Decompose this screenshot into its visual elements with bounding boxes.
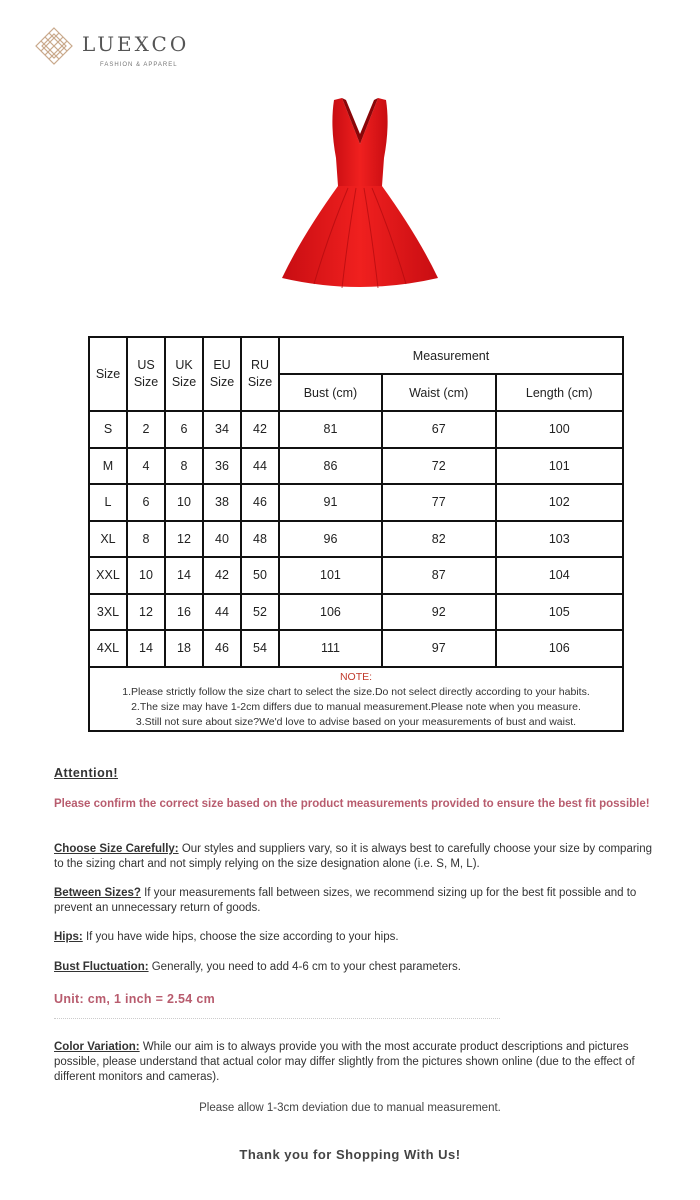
- cell-size: XXL: [89, 557, 127, 594]
- cell-waist: 97: [382, 630, 496, 667]
- cell-us: 12: [127, 594, 165, 631]
- cell-bust: 91: [279, 484, 382, 521]
- note-line-3: 3.Still not sure about size?We'd love to advise based on your measurements of bust and waist.: [135, 715, 577, 728]
- cell-us: 14: [127, 630, 165, 667]
- brand-name: LUEXCO: [82, 32, 190, 56]
- cell-eu: 36: [203, 448, 241, 485]
- color-variation-label: Color Variation:: [54, 1041, 140, 1053]
- hips-label: Hips:: [54, 931, 83, 943]
- unit-note: Unit: cm, 1 inch = 2.54 cm: [54, 992, 215, 1006]
- cell-length: 106: [496, 630, 624, 667]
- color-variation-text: While our aim is to always provide you with the most accurate product descriptions and pictures possible, please understand that actual color may differ slightly from the pictures shown online (due to the effect of different monitors and cameras).: [54, 1041, 635, 1083]
- cell-length: 101: [496, 448, 624, 485]
- header-bust: Bust (cm): [279, 374, 382, 411]
- size-chart-table: [88, 336, 624, 732]
- table-row: [89, 484, 623, 521]
- cell-ru: 50: [241, 557, 279, 594]
- cell-length: 103: [496, 521, 624, 558]
- brand-tagline: FASHION & APPAREL: [100, 62, 178, 68]
- confirm-notice: Please confirm the correct size based on the product measurements provided to ensure the best fit possible!: [54, 798, 650, 810]
- cell-ru: 54: [241, 630, 279, 667]
- cell-us: 6: [127, 484, 165, 521]
- table-row: [89, 521, 623, 558]
- header-uk-size: UK Size: [165, 337, 203, 411]
- brand-logo[interactable]: [32, 26, 192, 74]
- cell-size: S: [89, 411, 127, 448]
- attention-heading: Attention!: [54, 766, 119, 780]
- cell-ru: 52: [241, 594, 279, 631]
- bust-fluctuation-text: Generally, you need to add 4-6 cm to your chest parameters.: [148, 961, 461, 973]
- cell-bust: 81: [279, 411, 382, 448]
- note-line-2: 2.The size may have 1-2cm differs due to manual measurement.Please note when you measure.: [131, 700, 581, 713]
- cell-uk: 6: [165, 411, 203, 448]
- cell-eu: 40: [203, 521, 241, 558]
- table-row: [89, 594, 623, 631]
- header-length: Length (cm): [496, 374, 624, 411]
- table-row: [89, 411, 623, 448]
- cell-length: 104: [496, 557, 624, 594]
- cell-uk: 14: [165, 557, 203, 594]
- cell-ru: 42: [241, 411, 279, 448]
- note-cell: [89, 667, 623, 731]
- cell-bust: 86: [279, 448, 382, 485]
- cell-waist: 82: [382, 521, 496, 558]
- cell-length: 102: [496, 484, 624, 521]
- cell-waist: 77: [382, 484, 496, 521]
- thank-you-message: Thank you for Shopping With Us!: [239, 1147, 461, 1162]
- cell-waist: 92: [382, 594, 496, 631]
- cell-waist: 72: [382, 448, 496, 485]
- cell-eu: 46: [203, 630, 241, 667]
- header-us-size: US Size: [127, 337, 165, 411]
- cell-uk: 8: [165, 448, 203, 485]
- cell-size: 4XL: [89, 630, 127, 667]
- cell-us: 8: [127, 521, 165, 558]
- choose-size-label: Choose Size Carefully:: [54, 843, 179, 855]
- between-sizes-paragraph: [54, 886, 664, 916]
- cell-ru: 46: [241, 484, 279, 521]
- table-row: [89, 630, 623, 667]
- table-row: [89, 557, 623, 594]
- cell-waist: 87: [382, 557, 496, 594]
- between-sizes-text: If your measurements fall between sizes, we recommend sizing up for the best fit possible and to prevent an unnecessary return of goods.: [54, 887, 637, 914]
- cell-bust: 101: [279, 557, 382, 594]
- cell-size: 3XL: [89, 594, 127, 631]
- cell-us: 4: [127, 448, 165, 485]
- bust-fluctuation-label: Bust Fluctuation:: [54, 961, 149, 973]
- hips-text: If you have wide hips, choose the size according to your hips.: [82, 931, 399, 943]
- cell-ru: 48: [241, 521, 279, 558]
- cell-ru: 44: [241, 448, 279, 485]
- header-ru-size: RU Size: [241, 337, 279, 411]
- cell-eu: 38: [203, 484, 241, 521]
- cell-eu: 34: [203, 411, 241, 448]
- cell-bust: 111: [279, 630, 382, 667]
- cell-waist: 67: [382, 411, 496, 448]
- note-line-1: 1.Please strictly follow the size chart to select the size.Do not select directly according to your habits.: [122, 685, 590, 698]
- cell-bust: 96: [279, 521, 382, 558]
- cell-uk: 18: [165, 630, 203, 667]
- header-size: Size: [89, 337, 127, 411]
- cell-eu: 42: [203, 557, 241, 594]
- header-eu-size: EU Size: [203, 337, 241, 411]
- bust-fluctuation-paragraph: [54, 960, 664, 975]
- hips-paragraph: [54, 930, 664, 945]
- choose-size-paragraph: [54, 842, 664, 872]
- header-waist: Waist (cm): [382, 374, 496, 411]
- cell-length: 105: [496, 594, 624, 631]
- deviation-note: Please allow 1-3cm deviation due to manual measurement.: [199, 1102, 501, 1114]
- color-variation-paragraph: [54, 1040, 664, 1085]
- choose-size-text: Our styles and suppliers vary, so it is always best to carefully choose your size by comparing to the sizing chart and not simply relying on the size designation alone (i.e. S, M, L).: [54, 843, 653, 870]
- cell-length: 100: [496, 411, 624, 448]
- dotted-divider: [54, 1018, 500, 1019]
- cell-uk: 16: [165, 594, 203, 631]
- cell-size: L: [89, 484, 127, 521]
- header-measurement: Measurement: [279, 337, 623, 374]
- cell-eu: 44: [203, 594, 241, 631]
- table-row: [89, 448, 623, 485]
- cell-us: 10: [127, 557, 165, 594]
- cell-uk: 12: [165, 521, 203, 558]
- note-title: NOTE:: [339, 670, 373, 683]
- red-dress-image: [278, 96, 442, 296]
- cell-uk: 10: [165, 484, 203, 521]
- cell-bust: 106: [279, 594, 382, 631]
- cell-us: 2: [127, 411, 165, 448]
- between-sizes-label: Between Sizes?: [54, 887, 141, 899]
- cell-size: XL: [89, 521, 127, 558]
- diamond-lattice-icon: [32, 26, 76, 66]
- note-row: [89, 667, 623, 731]
- cell-size: M: [89, 448, 127, 485]
